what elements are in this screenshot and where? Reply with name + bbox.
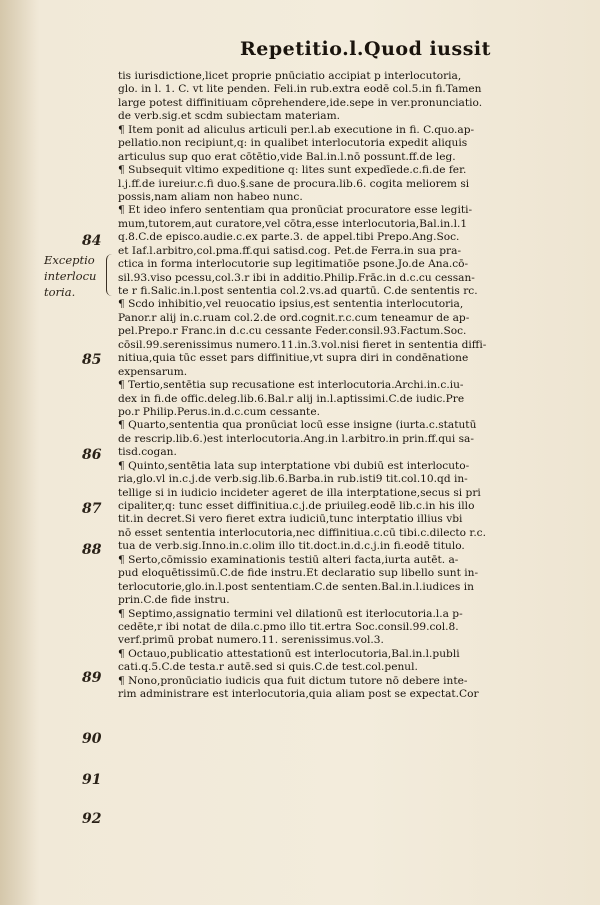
text-line: ¶ Quinto,sentētia lata sup interptatione vbi dubiū est interlocuto- [118, 459, 470, 472]
paragraph-number: 84 [82, 233, 102, 249]
paragraph-number: 91 [82, 772, 102, 788]
text-line: possis,nam aliam non habeo nunc. [118, 190, 303, 203]
text-line: de verb.sig.et scdm subiectam materiam. [118, 110, 341, 123]
text-line: pud eloquētissimū.C.de fide instru.Et declaratio sup libello sunt in- [118, 567, 479, 580]
margin-note-line: toria. [44, 285, 76, 299]
paragraph-number: 85 [82, 352, 102, 368]
text-line: ¶ Tertio,sentētia sup recusatione est interlocutoria.Archi.in.c.iu- [118, 379, 464, 392]
paragraph-number: 90 [82, 731, 102, 747]
paragraph-number: 86 [82, 447, 102, 463]
paragraph-number: 87 [82, 501, 102, 517]
text-line: cati.q.5.C.de testa.r autē.sed si quis.C.de test.col.penul. [118, 661, 418, 674]
text-line: tisd.cogan. [118, 446, 177, 459]
text-line: ¶ Septimo,assignatio termini vel dilationū est iterlocutoria.l.a p- [118, 607, 463, 620]
text-line: ¶ Scdo inhibitio,vel reuocatio ipsius,est sententia interlocutoria, [118, 298, 464, 311]
text-line: mum,tutorem,aut curatore,vel cōtra,esse interlocutoria,Bal.in.l.1 [118, 217, 468, 230]
paragraph-number: 92 [82, 811, 102, 827]
text-line: ¶ Subsequit vltimo expeditione q: lites sunt expedīede.c.fi.de fer. [118, 164, 467, 177]
text-line: tis iurisdictione,licet proprie pnūciatio accipiat p interlocutoria, [118, 70, 462, 82]
text-line: prin.C.de fide instru. [118, 594, 230, 607]
running-header: Repetitio.l.Quod iussit [240, 38, 491, 60]
text-line: tua de verb.sig.Inno.in.c.olim illo tit.doct.in.d.c.j.in fi.eodē titulo. [118, 540, 465, 553]
text-line: tit.in decret.Si vero fieret extra iudiciū,tunc interptatio illius vbi [118, 513, 463, 526]
text-line: ¶ Item ponit ad aliculus articuli per.l.ab executione in fi. C.quo.ap- [118, 123, 475, 136]
text-line: cedēte,r ibi notat de dila.c.pmo illo tit.ertra Soc.consil.99.col.8. [118, 620, 459, 633]
text-line: po.r Philip.Perus.in.d.c.cum cessante. [118, 405, 320, 418]
text-line: ctica in forma interlocutorie sup legitimatiōe psone.Jo.de Ana.cō- [118, 258, 469, 271]
text-line: verf.primū probat numero.11. serenissimus.vol.3. [118, 634, 384, 647]
text-line: ¶ Nono,pronūciatio iudicis qua fuit dictum tutore nō debere inte- [118, 674, 468, 687]
text-line: cōsil.99.serenissimus numero.11.in.3.vol.nisi fieret in sententia diffi- [118, 338, 487, 351]
text-line: sil.93.viso pcessu,col.3.r ibi in additio.Philip.Frāc.in d.c.cu cessan- [118, 271, 475, 284]
text-line: pel.Prepo.r Franc.in d.c.cu cessante Feder.consil.93.Factum.Soc. [118, 325, 467, 338]
margin-note-line: interlocu [44, 269, 97, 283]
text-line: pellatio.non recipiunt,q: in qualibet interlocutoria expedit aliquis [118, 137, 468, 150]
margin-note-line: Exceptio [44, 253, 95, 267]
text-line: expensarum. [118, 365, 188, 378]
margin-note [44, 252, 106, 300]
text-line: terlocutorie,glo.in.l.post sententiam.C.de senten.Bal.in.l.iudices in [118, 580, 474, 593]
text-line: q.8.C.de episco.audie.c.ex parte.3. de appel.tibi Prepo.Ang.Soc. [118, 231, 460, 244]
text-line: ¶ Octauo,publicatio attestationū est interlocutoria,Bal.in.l.publi [118, 647, 460, 660]
body-text [118, 70, 582, 702]
text-line: cipaliter,q: tunc esset diffinitiua.c.j.de priuileg.eodē lib.c.in his illo [118, 500, 475, 512]
paragraph-number: 89 [82, 670, 102, 686]
text-line: ¶ Quarto,sententia qua pronūciat locū esse insigne (iurta.c.statutū [118, 419, 477, 432]
text-line: glo. in l. 1. C. vt lite penden. Feli.in rub.extra eodē col.5.in fi.Tamen [118, 83, 482, 96]
text-line: nitiua,quia tūc esset pars diffinitiue,vt supra diri in condēnatione [118, 352, 469, 365]
text-line: l.j.ff.de iureiur.c.fi duo.§.sane de procura.lib.6. cogita meliorem si [118, 177, 470, 190]
text-line: dex in fi.de offic.deleg.lib.6.Bal.r alij in.l.aptissimi.C.de iudic.Pre [118, 392, 465, 405]
text-line: nō esset sententia interlocutoria,nec diffinitiua.c.cū tibi.c.dilecto r.c. [118, 526, 486, 539]
text-line: ¶ Serto,cōmissio examinationis testiū alteri facta,iurta autēt. a- [118, 553, 459, 566]
text-line: te r fi.Salic.in.l.post sententia col.2.vs.ad quartū. C.de sententis rc. [118, 285, 478, 297]
text-line: large potest diffinitiuam cōprehendere,ide.sepe in ver.pronunciatio. [118, 96, 483, 109]
text-line: ¶ Et ideo infero sententiam qua pronūciat procuratore esse legiti- [118, 204, 473, 217]
text-line: ria,glo.vl in.c.j.de verb.sig.lib.6.Barba.in rub.isti9 tit.col.10.qd in- [118, 473, 468, 486]
text-line: rim administrare est interlocutoria,quia aliam post se expectat.Cor [118, 688, 479, 701]
text-line: Panor.r alij in.c.ruam col.2.de ord.cognit.r.c.cum teneamur de ap- [118, 311, 470, 324]
text-line: de rescrip.lib.6.)est interlocutoria.Ang.in l.arbitro.in prin.ff.qui sa- [118, 432, 474, 445]
gutter-shadow [0, 0, 40, 905]
text-line: tellige si in iudicio incideter ageret de illa interptatione,secus si pri [118, 486, 481, 499]
margin-bracket [106, 254, 115, 296]
text-line: articulus sup quo erat cōtētio,vide Bal.in.l.nō possunt.ff.de leg. [118, 150, 456, 163]
paragraph-number: 88 [82, 542, 102, 558]
text-line: et Iaf.l.arbitro,col.pma.ff.qui satisd.cog. Pet.de Ferra.in sua pra- [118, 244, 462, 257]
